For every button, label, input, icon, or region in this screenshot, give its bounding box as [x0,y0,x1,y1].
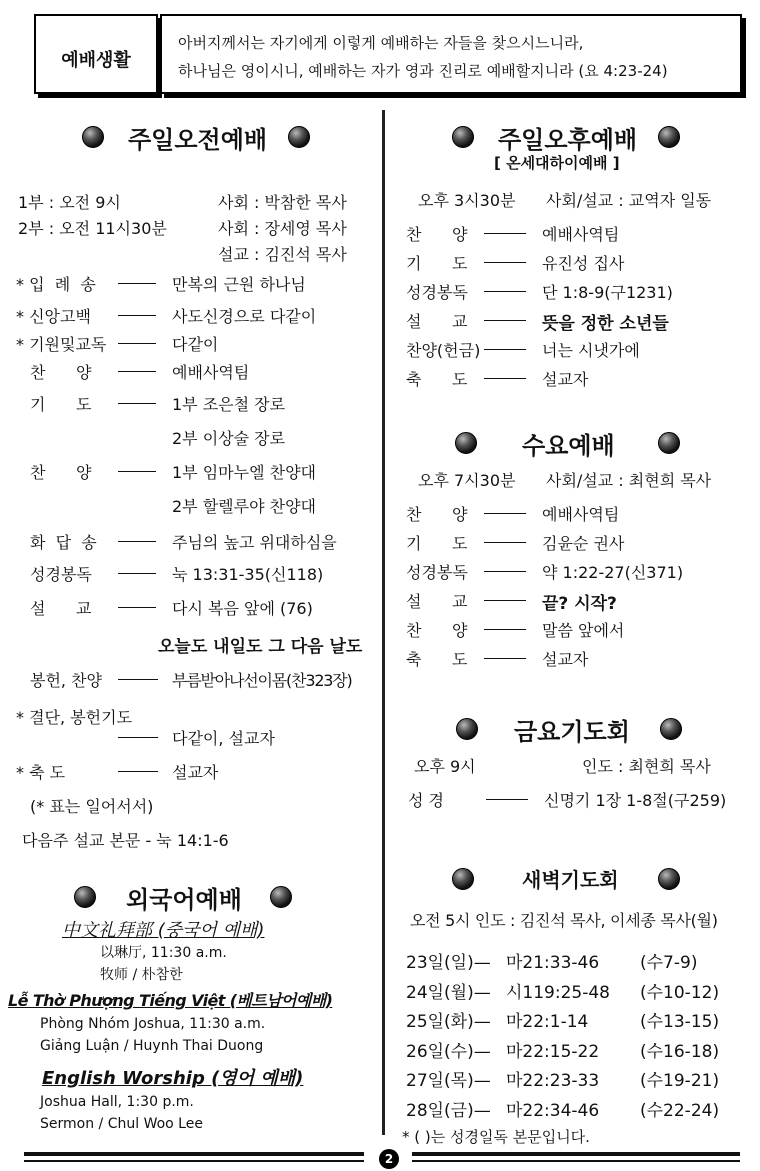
reading-alt: (수10-12) [640,982,720,1003]
order-label: 축 도 [406,650,468,669]
order-label: 찬양(헌금) [406,341,481,360]
order-label: 성경봉독 [30,565,92,584]
bullet-circle-icon [658,126,680,148]
verse-line-1: 아버지께서는 자기에게 이렇게 예배하는 자들을 찾으시느니라, [178,34,584,52]
afternoon-host: 사회/설교 : 교역자 일동 [546,191,712,210]
dash-line [118,679,158,680]
order-value: 예배사역팀 [172,363,250,382]
bullet-circle-icon [456,718,478,740]
reading-alt: (수16-18) [640,1041,720,1062]
chinese-title: 中文礼拜部 (중국어 예배) [62,920,265,941]
dash-line [486,799,528,800]
morning-svc1-host: 사회 : 박참한 목사 [218,193,347,212]
dash-line [118,403,156,404]
footer-rule-left [24,1152,364,1156]
bullet-circle-icon [270,886,292,908]
friday-scripture: 신명기 1장 1-8절(구259) [544,791,727,810]
reading-ref: 시119:25-48 [506,982,610,1003]
dash-line [484,600,526,601]
bless-label: * 축 도 [16,763,66,782]
column-divider [382,110,385,1135]
dash-line [118,471,156,472]
reading-day: 27일(목)— [406,1071,491,1091]
order-label: * 기원및교독 [16,335,107,354]
offering-label: 봉헌, 찬양 [30,671,102,690]
order-label: 찬 양 [30,463,92,482]
header-label-box [34,14,158,94]
decision-value: 다같이, 설교자 [172,729,275,748]
order-label: * 입 례 송 [16,275,96,294]
footer-rule-right-thin [412,1160,740,1162]
reading-alt: (수19-21) [640,1071,720,1091]
dash-line [484,320,526,321]
bullet-circle-icon [74,886,96,908]
dash-line [484,629,526,630]
order-label: 찬 양 [406,621,468,640]
order-label: 화 답 송 [30,533,97,552]
afternoon-subtitle: [ 온세대하이예배 ] [494,154,620,172]
dawn-title: 새벽기도회 [522,868,619,892]
dash-line [118,607,156,608]
english-title: English Worship (영어 예배) [42,1068,304,1089]
header-label: 예배생활 [61,50,131,71]
order-value: 설교자 [542,370,589,389]
order-value: 예배사역팀 [542,505,620,524]
morning-svc2-host: 사회 : 장세영 목사 [218,219,347,238]
header-verse-box [160,14,742,94]
bullet-circle-icon [452,868,474,890]
chinese-line1: 以琳厅, 11:30 a.m. [100,945,227,961]
footer-rule-right [412,1152,740,1156]
reading-ref: 마21:33-46 [506,953,600,973]
order-label: 축 도 [406,370,468,389]
reading-ref: 마22:34-46 [506,1100,600,1121]
order-value: 설교자 [542,650,589,669]
reading-ref: 마22:23-33 [506,1071,600,1091]
order-value: 뜻을 정한 소년들 [542,314,669,334]
order-value: 단 1:8-9(구1231) [542,283,673,302]
dash-line [118,771,158,772]
order-value: 다같이 [172,335,219,354]
bullet-circle-icon [452,126,474,148]
dash-line [484,542,526,543]
order-label: 기 도 [406,534,468,553]
order-value: 1부 임마누엘 찬양대 [172,463,316,482]
chinese-line2: 牧师 / 朴참한 [100,967,183,983]
decision-label: * 결단, 봉헌기도 [16,708,132,727]
reading-day: 26일(수)— [406,1041,491,1062]
bullet-circle-icon [658,432,680,454]
dawn-info: 오전 5시 인도 : 김진석 목사, 이세종 목사(월) [410,911,718,930]
order-label: 설 교 [406,312,468,331]
dash-line [118,343,156,344]
dash-line [118,315,156,316]
friday-leader: 인도 : 최현희 목사 [582,757,711,776]
order-value: 1부 조은철 장로 [172,395,286,414]
order-value: 주님의 높고 위대하심을 [172,533,337,552]
order-label: * 신앙고백 [16,307,91,326]
order-label: 기 도 [30,395,92,414]
reading-ref: 마22:1-14 [506,1012,589,1032]
order-value: 너는 시냇가에 [542,341,640,360]
page-number: 2 [379,1149,399,1169]
order-value: 2부 이상술 장로 [172,429,286,448]
dash-line [484,513,526,514]
order-value: 눅 13:31-35(신118) [172,565,324,584]
afternoon-title: 주일오후예배 [498,126,638,154]
viet-title: Lễ Thờ Phượng Tiếng Việt (베트남어예배) [8,991,333,1010]
order-value: 사도신경으로 다같이 [172,307,317,326]
dash-line [484,658,526,659]
bullet-circle-icon [82,126,104,148]
english-line2: Sermon / Chul Woo Lee [40,1116,203,1132]
morning-preacher: 설교 : 김진석 목사 [218,245,347,264]
reading-day: 25일(화)— [406,1012,491,1032]
bullet-circle-icon [660,718,682,740]
morning-sermon-title: 오늘도 내일도 그 다음 날도 [158,637,363,657]
dash-line [118,371,156,372]
morning-svc2: 2부 : 오전 11시30분 [18,219,167,238]
reading-day: 28일(금)— [406,1100,491,1121]
order-value: 2부 할렐루야 찬양대 [172,497,316,516]
order-value: 약 1:22-27(신371) [542,563,684,582]
wednesday-host: 사회/설교 : 최현희 목사 [546,471,712,490]
dash-line [118,573,156,574]
order-label: 찬 양 [30,363,92,382]
dash-line [484,233,526,234]
order-label: 찬 양 [406,505,468,524]
reading-ref: 마22:15-22 [506,1041,600,1062]
next-week-text: 다음주 설교 본문 - 눅 14:1-6 [22,831,229,850]
order-value: 만복의 근원 하나님 [172,275,306,294]
reading-day: 23일(일)— [406,953,491,973]
dash-line [484,262,526,263]
friday-title: 금요기도회 [514,718,630,746]
viet-line2: Giảng Luận / Huynh Thai Duong [40,1038,264,1054]
order-value: 예배사역팀 [542,225,620,244]
afternoon-time: 오후 3시30분 [418,191,516,210]
viet-line1: Phòng Nhóm Joshua, 11:30 a.m. [40,1016,266,1032]
offering-value: 부름받아나선이몸(찬323장) [172,671,352,690]
bullet-circle-icon [658,868,680,890]
order-label: 설 교 [406,592,468,611]
wednesday-title: 수요예배 [522,432,615,460]
stand-note: (* 표는 일어서서) [30,797,154,816]
order-value: 다시 복음 앞에 (76) [172,599,313,618]
dash-line [484,378,526,379]
bless-value: 설교자 [172,763,219,782]
morning-title: 주일오전예배 [128,126,268,154]
morning-svc1: 1부 : 오전 9시 [18,193,121,212]
wednesday-time: 오후 7시30분 [418,471,516,490]
dash-line [118,541,156,542]
dash-line [484,349,526,350]
order-label: 설 교 [30,599,92,618]
friday-time: 오후 9시 [414,757,476,776]
dash-line [118,283,156,284]
friday-scripture-label: 성 경 [408,791,444,810]
dash-line [484,291,526,292]
order-label: 성경봉독 [406,563,468,582]
order-value: 김윤순 권사 [542,534,625,553]
reading-alt: (수22-24) [640,1100,720,1121]
order-value: 말씀 앞에서 [542,621,625,640]
foreign-title: 외국어예배 [126,886,242,914]
bullet-circle-icon [288,126,310,148]
reading-alt: (수7-9) [640,953,698,973]
order-value: 유진성 집사 [542,254,625,273]
verse-line-2: 하나님은 영이시니, 예배하는 자가 영과 진리로 예배할지니라 (요 4:23-24) [178,62,668,80]
order-label: 기 도 [406,254,468,273]
order-value: 끝? 시작? [542,594,617,614]
english-line1: Joshua Hall, 1:30 p.m. [40,1094,194,1110]
footer-rule-left-thin [24,1160,364,1162]
order-label: 찬 양 [406,225,468,244]
dash-line [118,737,158,738]
reading-day: 24일(월)— [406,982,491,1003]
dawn-note: * ( )는 성경일독 본문입니다. [402,1128,590,1146]
order-label: 성경봉독 [406,283,468,302]
bullet-circle-icon [455,432,477,454]
reading-alt: (수13-15) [640,1012,720,1032]
dash-line [484,571,526,572]
